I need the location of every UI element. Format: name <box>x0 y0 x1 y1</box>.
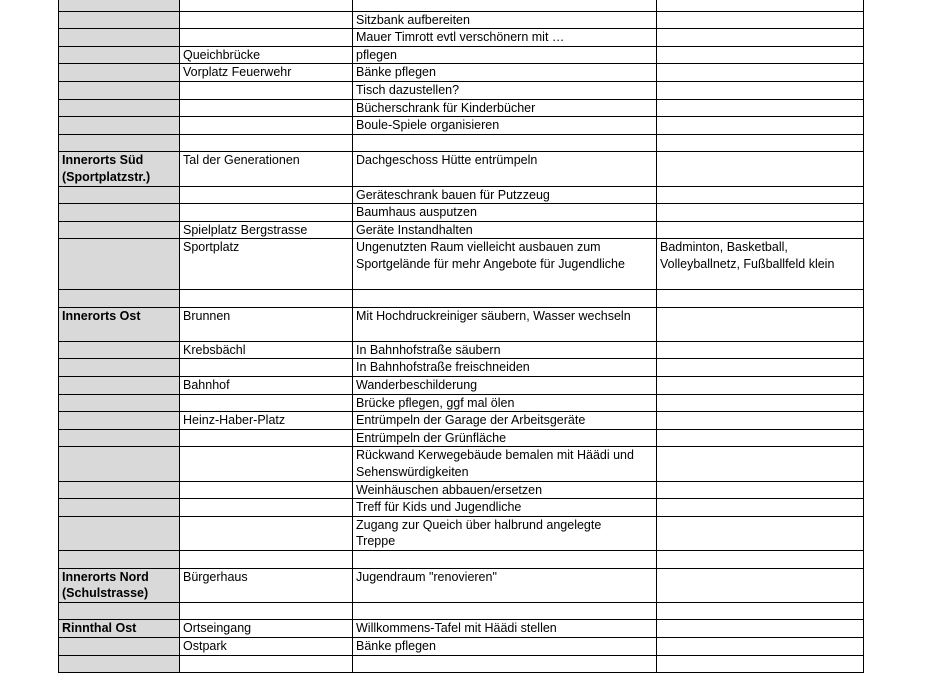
area-cell[interactable] <box>59 81 180 99</box>
task-cell[interactable]: Mit Hochdruckreiniger säubern, Wasser wechseln <box>353 307 657 341</box>
note-cell[interactable] <box>657 481 864 499</box>
area-cell[interactable]: Rinnthal Ost <box>59 620 180 638</box>
task-cell[interactable]: Entrümpeln der Garage der Arbeitsgeräte <box>353 412 657 430</box>
location-cell[interactable] <box>180 117 353 135</box>
note-cell[interactable] <box>657 341 864 359</box>
location-cell[interactable] <box>180 447 353 481</box>
table-row <box>59 429 864 447</box>
location-cell[interactable] <box>180 0 353 11</box>
note-cell[interactable] <box>657 290 864 308</box>
note-cell[interactable] <box>657 568 864 602</box>
note-cell[interactable]: Badminton, Basketball, Volleyballnetz, Fußballfeld klein <box>657 239 864 290</box>
table-row <box>59 46 864 64</box>
task-cell[interactable]: Mauer Timrott evtl verschönern mit … <box>353 29 657 47</box>
area-cell[interactable] <box>59 134 180 152</box>
task-cell[interactable]: Bänke pflegen <box>353 64 657 82</box>
table-row <box>59 29 864 47</box>
area-cell[interactable] <box>59 499 180 517</box>
task-cell[interactable]: Tisch dazustellen? <box>353 81 657 99</box>
note-cell[interactable] <box>657 152 864 186</box>
location-cell[interactable] <box>180 551 353 569</box>
area-cell[interactable]: Innerorts Süd (Sportplatzstr.) <box>59 152 180 186</box>
table-row <box>59 620 864 638</box>
task-cell[interactable]: Bänke pflegen <box>353 637 657 655</box>
note-cell[interactable] <box>657 412 864 430</box>
area-cell[interactable] <box>59 602 180 620</box>
table-row <box>59 221 864 239</box>
area-cell[interactable] <box>59 359 180 377</box>
task-cell[interactable]: Rückwand Kerwegebäude bemalen mit Häädi und Sehenswürdigkeiten <box>353 447 657 481</box>
area-cell[interactable] <box>59 429 180 447</box>
note-cell[interactable] <box>657 447 864 481</box>
location-cell[interactable] <box>180 290 353 308</box>
table-row <box>59 551 864 569</box>
task-cell[interactable]: Baumhaus ausputzen <box>353 204 657 222</box>
note-cell[interactable] <box>657 551 864 569</box>
table-row <box>59 394 864 412</box>
area-cell[interactable] <box>59 0 180 11</box>
area-cell[interactable] <box>59 394 180 412</box>
task-cell[interactable]: Bücherschrank für Kinderbücher <box>353 99 657 117</box>
table-row <box>59 186 864 204</box>
task-cell[interactable] <box>353 602 657 620</box>
task-cell[interactable]: Willkommens-Tafel mit Häädi stellen <box>353 620 657 638</box>
area-cell[interactable] <box>59 447 180 481</box>
task-cell[interactable]: Weinhäuschen abbauen/ersetzen <box>353 481 657 499</box>
area-cell[interactable] <box>59 341 180 359</box>
location-cell[interactable] <box>180 29 353 47</box>
area-cell[interactable] <box>59 239 180 290</box>
table-row <box>59 516 864 550</box>
location-cell[interactable]: Brunnen <box>180 307 353 341</box>
area-cell[interactable]: Innerorts Nord (Schulstrasse) <box>59 568 180 602</box>
table-row <box>59 499 864 517</box>
note-cell[interactable] <box>657 221 864 239</box>
table-row <box>59 152 864 186</box>
task-cell[interactable]: In Bahnhofstraße säubern <box>353 341 657 359</box>
location-cell[interactable]: Heinz-Haber-Platz <box>180 412 353 430</box>
note-cell[interactable] <box>657 377 864 395</box>
location-cell[interactable]: Vorplatz Feuerwehr <box>180 64 353 82</box>
area-cell[interactable] <box>59 551 180 569</box>
location-cell[interactable]: Bahnhof <box>180 377 353 395</box>
table-row <box>59 239 864 290</box>
table-row <box>59 481 864 499</box>
task-cell[interactable]: In Bahnhofstraße freischneiden <box>353 359 657 377</box>
note-cell[interactable] <box>657 394 864 412</box>
task-cell[interactable] <box>353 134 657 152</box>
note-cell[interactable] <box>657 359 864 377</box>
task-cell[interactable]: Ungenutzten Raum vielleicht ausbauen zum Sportgelände für mehr Angebote für Jugendliche <box>353 239 657 290</box>
task-cell[interactable]: Dachgeschoss Hütte entrümpeln <box>353 152 657 186</box>
note-cell[interactable] <box>657 64 864 82</box>
task-cell[interactable]: Entrümpeln der Grünfläche <box>353 429 657 447</box>
table-row <box>59 341 864 359</box>
task-cell[interactable]: Wanderbeschilderung <box>353 377 657 395</box>
task-cell[interactable]: Treff für Kids und Jugendliche <box>353 499 657 517</box>
location-cell[interactable] <box>180 499 353 517</box>
table-row <box>59 377 864 395</box>
table-row <box>59 602 864 620</box>
table-row <box>59 0 864 11</box>
note-cell[interactable] <box>657 307 864 341</box>
table-row <box>59 81 864 99</box>
area-cell[interactable] <box>59 637 180 655</box>
task-cell[interactable]: Brücke pflegen, ggf mal ölen <box>353 394 657 412</box>
location-cell[interactable]: Ortseingang <box>180 620 353 638</box>
table-row <box>59 99 864 117</box>
location-cell[interactable] <box>180 394 353 412</box>
area-cell[interactable] <box>59 11 180 29</box>
location-cell[interactable] <box>180 359 353 377</box>
note-cell[interactable] <box>657 186 864 204</box>
table-row <box>59 290 864 308</box>
location-cell[interactable] <box>180 481 353 499</box>
task-cell[interactable] <box>353 655 657 673</box>
location-cell[interactable]: Bürgerhaus <box>180 568 353 602</box>
area-cell[interactable] <box>59 99 180 117</box>
task-cell[interactable]: pflegen <box>353 46 657 64</box>
task-cell[interactable]: Sitzbank aufbereiten <box>353 11 657 29</box>
location-cell[interactable]: Krebsbächl <box>180 341 353 359</box>
table-body <box>59 0 864 673</box>
area-cell[interactable] <box>59 516 180 550</box>
area-cell[interactable] <box>59 655 180 673</box>
location-cell[interactable]: Queichbrücke <box>180 46 353 64</box>
location-cell[interactable] <box>180 516 353 550</box>
area-cell[interactable] <box>59 46 180 64</box>
note-cell[interactable] <box>657 46 864 64</box>
area-cell[interactable] <box>59 412 180 430</box>
spreadsheet-table <box>58 0 864 673</box>
task-cell[interactable]: Geräte Instandhalten <box>353 221 657 239</box>
table-row <box>59 11 864 29</box>
location-cell[interactable] <box>180 655 353 673</box>
table-row <box>59 412 864 430</box>
note-cell[interactable] <box>657 81 864 99</box>
note-cell[interactable] <box>657 655 864 673</box>
area-cell[interactable] <box>59 481 180 499</box>
task-cell[interactable] <box>353 551 657 569</box>
note-cell[interactable] <box>657 620 864 638</box>
task-cell[interactable]: Geräteschrank bauen für Putzzeug <box>353 186 657 204</box>
area-cell[interactable] <box>59 377 180 395</box>
table-row <box>59 447 864 481</box>
note-cell[interactable] <box>657 29 864 47</box>
note-cell[interactable] <box>657 134 864 152</box>
area-cell[interactable] <box>59 64 180 82</box>
task-cell[interactable] <box>353 290 657 308</box>
location-cell[interactable] <box>180 429 353 447</box>
note-cell[interactable] <box>657 99 864 117</box>
table-row <box>59 359 864 377</box>
area-cell[interactable] <box>59 290 180 308</box>
location-cell[interactable] <box>180 186 353 204</box>
location-cell[interactable] <box>180 81 353 99</box>
table-row <box>59 637 864 655</box>
note-cell[interactable] <box>657 204 864 222</box>
task-cell[interactable]: Boule-Spiele organisieren <box>353 117 657 135</box>
note-cell[interactable] <box>657 0 864 11</box>
location-cell[interactable]: Tal der Generationen <box>180 152 353 186</box>
table-row <box>59 117 864 135</box>
table-row <box>59 204 864 222</box>
note-cell[interactable] <box>657 516 864 550</box>
location-cell[interactable] <box>180 134 353 152</box>
table-row <box>59 655 864 673</box>
table-row <box>59 568 864 602</box>
location-cell[interactable]: Sportplatz <box>180 239 353 290</box>
note-cell[interactable] <box>657 637 864 655</box>
note-cell[interactable] <box>657 602 864 620</box>
location-cell[interactable] <box>180 99 353 117</box>
area-cell[interactable]: Innerorts Ost <box>59 307 180 341</box>
location-cell[interactable] <box>180 602 353 620</box>
area-cell[interactable] <box>59 29 180 47</box>
location-cell[interactable]: Ostpark <box>180 637 353 655</box>
area-cell[interactable] <box>59 204 180 222</box>
area-cell[interactable] <box>59 186 180 204</box>
note-cell[interactable] <box>657 429 864 447</box>
task-cell[interactable]: Zugang zur Queich über halbrund angelegte Treppe <box>353 516 657 550</box>
note-cell[interactable] <box>657 499 864 517</box>
location-cell[interactable]: Spielplatz Bergstrasse <box>180 221 353 239</box>
area-cell[interactable] <box>59 117 180 135</box>
location-cell[interactable] <box>180 204 353 222</box>
location-cell[interactable] <box>180 11 353 29</box>
task-cell[interactable] <box>353 0 657 11</box>
note-cell[interactable] <box>657 11 864 29</box>
table-row <box>59 64 864 82</box>
task-cell[interactable]: Jugendraum "renovieren" <box>353 568 657 602</box>
area-cell[interactable] <box>59 221 180 239</box>
note-cell[interactable] <box>657 117 864 135</box>
table-row <box>59 134 864 152</box>
table-row <box>59 307 864 341</box>
